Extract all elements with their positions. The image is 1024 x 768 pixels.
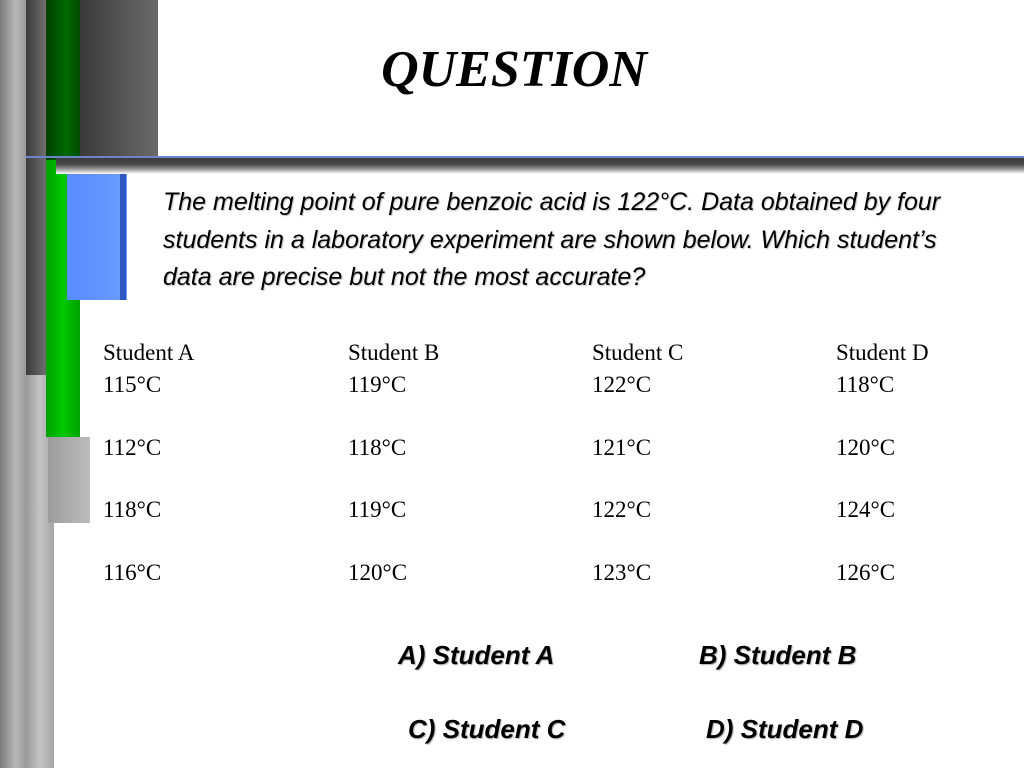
unit-label: °C xyxy=(136,560,162,585)
table-cell: 119°C xyxy=(348,372,407,397)
divider-shadow xyxy=(56,158,1024,174)
table-cell: 120°C xyxy=(836,435,896,460)
unit-label: °C xyxy=(136,372,162,397)
table-cell: 122°C xyxy=(592,497,652,522)
column-header: Student B xyxy=(348,340,440,365)
decorative-bar xyxy=(67,172,127,300)
unit-label: °C xyxy=(626,435,652,460)
unit-label: °C xyxy=(626,497,652,522)
column-header: Student C xyxy=(592,340,684,365)
decorative-bar xyxy=(120,172,126,300)
unit-label: °C xyxy=(136,435,162,460)
unit-label: °C xyxy=(870,435,896,460)
answer-option-d[interactable]: D) Student D xyxy=(706,714,864,744)
decorative-bar xyxy=(0,0,26,768)
unit-label: °C xyxy=(381,497,407,522)
unit-label: °C xyxy=(136,497,162,522)
table-cell: 112°C xyxy=(103,435,162,460)
unit-label: °C xyxy=(870,497,896,522)
table-cell: 126°C xyxy=(836,560,896,585)
answer-option-b[interactable]: B) Student B xyxy=(699,640,857,670)
table-cell: 122°C xyxy=(592,372,652,397)
table-cell: 124°C xyxy=(836,497,896,522)
table-cell: 116°C xyxy=(103,560,162,585)
table-cell: 123°C xyxy=(592,560,652,585)
table-cell: 118°C xyxy=(103,497,162,522)
question-text: The melting point of pure benzoic acid is 122°C. Data obtained by four students in a laboratory experiment are shown below. Which student’s data are precise but not the most accurate? xyxy=(163,188,941,291)
table-cell: 119°C xyxy=(348,497,407,522)
table-cell: 115°C xyxy=(103,372,162,397)
unit-label: °C xyxy=(381,435,407,460)
answer-option-c[interactable]: C) Student C xyxy=(408,714,566,744)
unit-label: °C xyxy=(870,560,896,585)
answer-option-a[interactable]: A) Student A xyxy=(398,640,555,670)
column-header: Student A xyxy=(103,340,195,365)
unit-label: °C xyxy=(381,372,407,397)
unit-label: °C xyxy=(626,372,652,397)
table-cell: 121°C xyxy=(592,435,652,460)
unit-label: °C xyxy=(382,560,408,585)
unit-label: °C xyxy=(626,560,652,585)
table-cell: 118°C xyxy=(348,435,407,460)
column-header: Student D xyxy=(836,340,929,365)
slide-title: QUESTION xyxy=(381,41,647,98)
table-cell: 120°C xyxy=(348,560,408,585)
decorative-bar xyxy=(48,437,90,523)
unit-label: °C xyxy=(869,372,895,397)
table-cell: 118°C xyxy=(836,372,895,397)
